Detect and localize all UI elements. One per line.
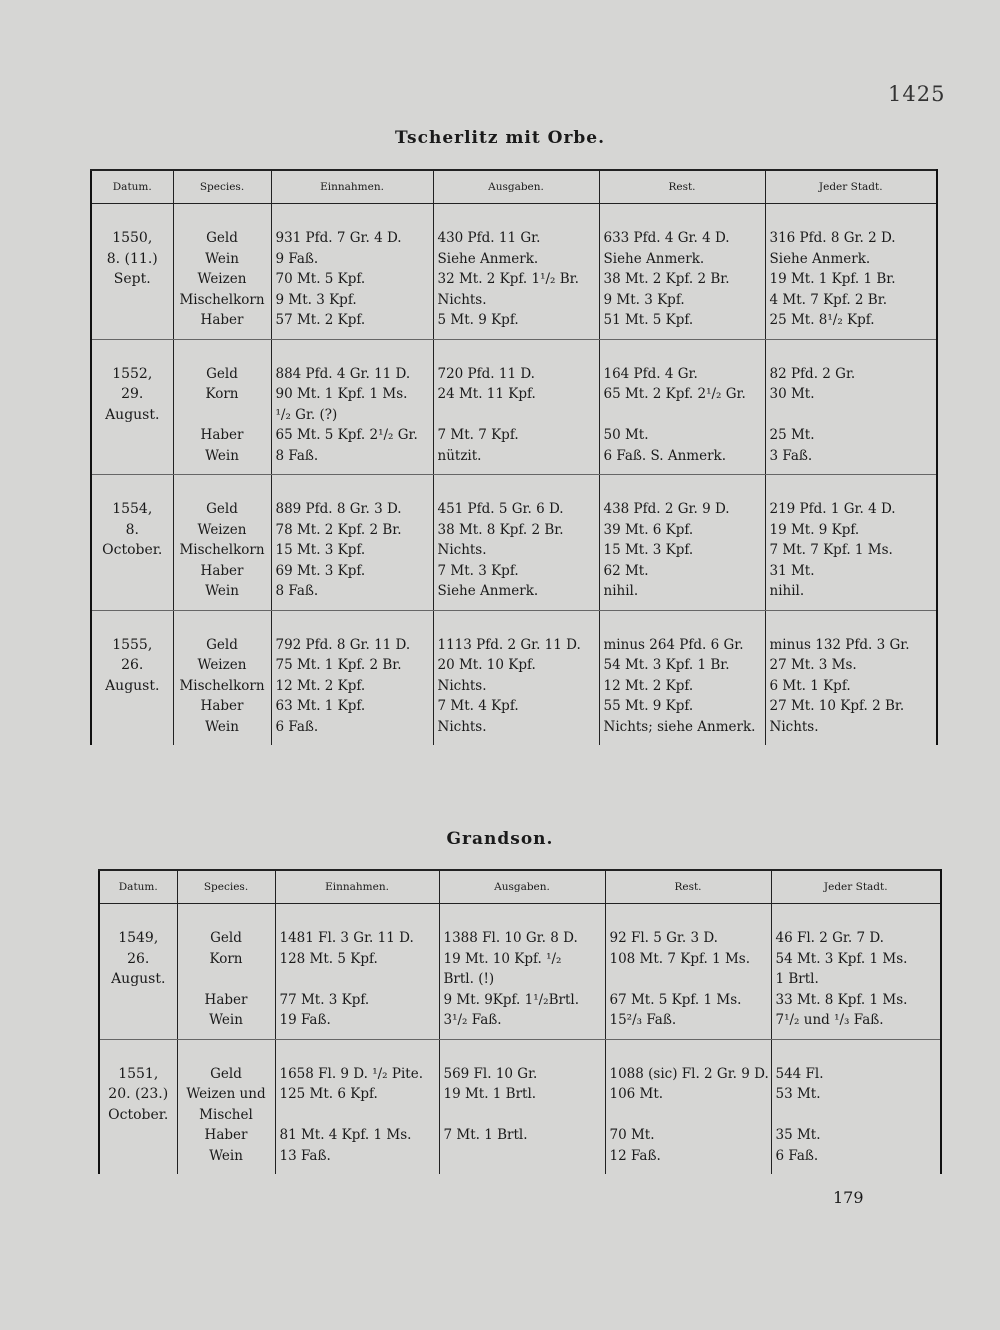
cell-line (776, 1105, 937, 1126)
ledger-table (90, 169, 938, 745)
cell-line: 7 Mt. 3 Kpf. (437, 562, 519, 579)
ledger-table (98, 869, 942, 1174)
column-header: Jeder Stadt. (765, 170, 937, 204)
cell-line: 39 Mt. 6 Kpf. (603, 521, 694, 538)
cell-line: 27 Mt. 10 Kpf. 2 Br. (769, 698, 905, 714)
cell-line: 128 Mt. 5 Kpf. (279, 950, 378, 967)
cell-line: 54 Mt. 3 Kpf. 1 Br. (603, 657, 730, 673)
cell-line: 32 Mt. 2 Kpf. 1¹/₂ Br. (437, 271, 579, 287)
cell-line: 57 Mt. 2 Kpf. (275, 312, 366, 328)
cell-line: nihil. (603, 583, 639, 599)
cell-line: 438 Pfd. 2 Gr. 9 D. (603, 501, 730, 517)
cell-line: Haber (200, 427, 244, 443)
cell-line: 1 Brtl. (775, 971, 819, 987)
cell-line: 35 Mt. (775, 1127, 821, 1143)
cell-ausgaben (433, 339, 599, 475)
cell-line: 12 Faß. (609, 1147, 661, 1164)
cell-line: 1113 Pfd. 2 Gr. 11 D. (437, 636, 581, 653)
cell-line: 15 Mt. 3 Kpf. (603, 542, 694, 558)
cell-line: Nichts. (437, 718, 487, 735)
cell-ausgaben (439, 904, 605, 1040)
cell-rest (605, 1039, 771, 1174)
cell-species (177, 904, 275, 1040)
cell-line: 1549, (118, 930, 159, 946)
cell-datum (91, 339, 173, 475)
cell-jeder (765, 204, 937, 340)
cell-line (770, 405, 933, 426)
cell-line: 13 Faß. (279, 1147, 331, 1164)
table-row (91, 610, 937, 745)
cell-line: Mischelkorn (179, 677, 265, 694)
cell-line: 106 Mt. (609, 1086, 664, 1102)
cell-einnahmen (271, 339, 433, 475)
cell-line: 316 Pfd. 8 Gr. 2 D. (769, 230, 896, 246)
cell-line: 27 Mt. 3 Ms. (769, 657, 857, 673)
cell-line: 30 Mt. (769, 386, 815, 402)
cell-line: 78 Mt. 2 Kpf. 2 Br. (275, 521, 402, 538)
cell-line: Wein (209, 1147, 243, 1164)
cell-line: ¹/₂ Gr. (?) (275, 406, 338, 423)
cell-line: 451 Pfd. 5 Gr. 6 D. (437, 501, 564, 517)
cell-line (610, 1105, 767, 1126)
cell-line: 26. (121, 657, 144, 673)
cell-line: Nichts. (437, 291, 487, 308)
cell-line: 7 Mt. 1 Brtl. (443, 1127, 528, 1143)
cell-line: Mischel (199, 1106, 253, 1123)
cell-line: 92 Fl. 5 Gr. 3 D. (609, 930, 718, 946)
cell-line: Sept. (113, 271, 151, 287)
cell-line: 50 Mt. (603, 427, 649, 443)
cell-line: minus 264 Pfd. 6 Gr. (603, 636, 744, 653)
cell-datum (99, 904, 177, 1040)
cell-line: 51 Mt. 5 Kpf. (603, 312, 694, 328)
cell-line: Haber (200, 562, 244, 579)
column-header: Datum. (99, 870, 177, 904)
cell-rest (599, 610, 765, 745)
cell-line: Mischelkorn (179, 291, 265, 308)
cell-jeder (771, 1039, 941, 1174)
cell-line: Siehe Anmerk. (603, 250, 705, 267)
cell-line: 70 Mt. 5 Kpf. (275, 271, 366, 287)
cell-line: Weizen (197, 521, 247, 538)
cell-species (173, 610, 271, 745)
cell-line: 33 Mt. 8 Kpf. 1 Ms. (775, 991, 908, 1008)
cell-jeder (765, 610, 937, 745)
cell-line: Geld (206, 365, 238, 382)
cell-line: August. (105, 677, 160, 694)
cell-line: 9 Mt. 3 Kpf. (603, 291, 685, 308)
cell-line: Nichts. (437, 677, 487, 694)
column-header: Species. (173, 170, 271, 204)
cell-line: 12 Mt. 2 Kpf. (275, 677, 366, 694)
cell-line: Weizen (197, 657, 247, 673)
cell-line: 164 Pfd. 4 Gr. (603, 365, 698, 382)
cell-line: 720 Pfd. 11 D. (437, 365, 535, 382)
cell-line: 1481 Fl. 3 Gr. 11 D. (279, 930, 414, 946)
cell-line (438, 405, 595, 426)
cell-line: 1550, (112, 230, 153, 246)
cell-rest (599, 475, 765, 611)
cell-line: 75 Mt. 1 Kpf. 2 Br. (275, 657, 402, 673)
cell-line (182, 969, 271, 990)
table-row (91, 204, 937, 340)
cell-line: 38 Mt. 2 Kpf. 2 Br. (603, 271, 730, 287)
cell-line: 3¹/₂ Faß. (443, 1012, 502, 1028)
cell-einnahmen (271, 204, 433, 340)
cell-ausgaben (433, 475, 599, 611)
cell-line: 219 Pfd. 1 Gr. 4 D. (769, 501, 896, 517)
cell-line: Haber (200, 312, 244, 328)
cell-line: 19 Mt. 10 Kpf. ¹/₂ (443, 950, 562, 967)
cell-line: 792 Pfd. 8 Gr. 11 D. (275, 636, 411, 653)
column-header: Ausgaben. (439, 870, 605, 904)
cell-line: Korn (209, 950, 243, 967)
cell-line: Wein (205, 718, 239, 735)
cell-line: 9 Faß. (275, 250, 319, 267)
cell-rest (605, 904, 771, 1040)
table-row (91, 475, 937, 611)
cell-line: minus 132 Pfd. 3 Gr. (769, 636, 910, 653)
cell-line: 90 Mt. 1 Kpf. 1 Ms. (275, 386, 408, 402)
cell-line: 53 Mt. (775, 1086, 821, 1102)
cell-einnahmen (275, 904, 439, 1040)
cell-line: 46 Fl. 2 Gr. 7 D. (775, 930, 884, 946)
cell-line (280, 969, 435, 990)
cell-line: Haber (204, 1127, 248, 1143)
cell-line: Haber (204, 991, 248, 1008)
column-header: Einnahmen. (275, 870, 439, 904)
cell-line: Geld (206, 501, 238, 517)
cell-datum (91, 204, 173, 340)
cell-line: 6 Faß. (775, 1147, 819, 1164)
cell-line: August. (111, 971, 166, 987)
cell-line: 569 Fl. 10 Gr. (443, 1065, 538, 1082)
cell-line: 9 Mt. 9Kpf. 1¹/₂Brtl. (443, 991, 579, 1008)
cell-line: 54 Mt. 3 Kpf. 1 Ms. (775, 950, 908, 967)
cell-rest (599, 339, 765, 475)
cell-line: Geld (206, 230, 238, 246)
cell-line: 29. (121, 386, 144, 402)
cell-line: 884 Pfd. 4 Gr. 11 D. (275, 365, 411, 382)
column-header: Species. (177, 870, 275, 904)
cell-jeder (765, 339, 937, 475)
cell-line: 1551, (118, 1065, 159, 1082)
cell-line: 7 Mt. 4 Kpf. (437, 698, 519, 714)
cell-line (610, 969, 767, 990)
cell-line: 19 Mt. 1 Brtl. (443, 1086, 537, 1102)
cell-line: 65 Mt. 2 Kpf. 2¹/₂ Gr. (603, 386, 746, 402)
cell-line: 19 Mt. 9 Kpf. (769, 521, 860, 538)
cell-species (177, 1039, 275, 1174)
cell-line: 15²/₃ Faß. (609, 1012, 677, 1028)
column-header: Rest. (599, 170, 765, 204)
cell-line (444, 1146, 601, 1167)
cell-line: Mischelkorn (179, 542, 265, 558)
cell-line: 1554, (112, 501, 153, 517)
cell-line: 81 Mt. 4 Kpf. 1 Ms. (279, 1127, 412, 1143)
cell-line: 8 Faß. (275, 583, 319, 599)
cell-line: 1658 Fl. 9 D. ¹/₂ Pite. (279, 1065, 423, 1082)
cell-line: Siehe Anmerk. (769, 250, 871, 267)
cell-line: 6 Faß. (275, 718, 319, 735)
cell-species (173, 475, 271, 611)
cell-line: Nichts; siehe Anmerk. (603, 718, 756, 735)
cell-line: 889 Pfd. 8 Gr. 3 D. (275, 501, 402, 517)
cell-line: 31 Mt. (769, 562, 815, 579)
cell-line: 82 Pfd. 2 Gr. (769, 365, 856, 382)
cell-line: 8 Faß. (275, 447, 319, 464)
cell-line: Geld (210, 930, 242, 946)
cell-line: 3 Faß. (769, 447, 813, 464)
cell-line (604, 405, 761, 426)
cell-line: 20. (23.) (108, 1086, 169, 1102)
cell-line: 1088 (sic) Fl. 2 Gr. 9 D. (609, 1065, 769, 1082)
cell-line: 8. (125, 521, 139, 538)
cell-line: Brtl. (!) (443, 971, 495, 987)
cell-line: nützit. (437, 447, 482, 464)
column-header: Rest. (605, 870, 771, 904)
cell-line (178, 405, 267, 426)
cell-line: 67 Mt. 5 Kpf. 1 Ms. (609, 991, 742, 1008)
section-title: Grandson. (446, 829, 554, 849)
cell-einnahmen (271, 475, 433, 611)
cell-line: 19 Mt. 1 Kpf. 1 Br. (769, 271, 896, 287)
cell-line: 1552, (112, 365, 153, 382)
cell-line: October. (108, 1106, 169, 1123)
cell-line: 125 Mt. 6 Kpf. (279, 1086, 378, 1102)
cell-species (173, 204, 271, 340)
column-header: Jeder Stadt. (771, 870, 941, 904)
cell-line: 62 Mt. (603, 562, 649, 579)
cell-line: 7 Mt. 7 Kpf. (437, 427, 519, 443)
cell-line: Siehe Anmerk. (437, 250, 539, 267)
column-header: Datum. (91, 170, 173, 204)
section-title: Tscherlitz mit Orbe. (394, 128, 606, 148)
cell-line: 4 Mt. 7 Kpf. 2 Br. (769, 291, 887, 308)
cell-line: 20 Mt. 10 Kpf. (437, 657, 536, 673)
cell-line: October. (102, 542, 163, 558)
cell-line: 24 Mt. 11 Kpf. (437, 386, 536, 402)
footer-page-number: 179 (833, 1188, 864, 1207)
cell-line: 7¹/₂ und ¹/₃ Faß. (775, 1012, 884, 1028)
cell-jeder (765, 475, 937, 611)
cell-line: Wein (209, 1012, 243, 1028)
cell-line: 25 Mt. (769, 427, 815, 443)
cell-jeder (771, 904, 941, 1040)
cell-line: Nichts. (769, 718, 819, 735)
cell-line: 70 Mt. (609, 1127, 655, 1143)
cell-line: 6 Mt. 1 Kpf. (769, 677, 851, 694)
cell-line: Geld (206, 636, 238, 653)
cell-line: nihil. (769, 583, 805, 599)
cell-line: August. (105, 406, 160, 423)
cell-line: 9 Mt. 3 Kpf. (275, 291, 357, 308)
cell-line: 19 Faß. (279, 1012, 331, 1028)
cell-line: Weizen (197, 271, 247, 287)
cell-line: 430 Pfd. 11 Gr. (437, 230, 541, 246)
cell-line: 25 Mt. 8¹/₂ Kpf. (769, 312, 875, 328)
cell-einnahmen (271, 610, 433, 745)
cell-line: Haber (200, 698, 244, 714)
cell-line: 7 Mt. 7 Kpf. 1 Ms. (769, 542, 893, 558)
cell-line: 63 Mt. 1 Kpf. (275, 698, 366, 714)
cell-rest (599, 204, 765, 340)
cell-line: 6 Faß. S. Anmerk. (603, 447, 726, 464)
cell-line: 12 Mt. 2 Kpf. (603, 677, 694, 694)
header-row (99, 870, 941, 904)
cell-ausgaben (433, 204, 599, 340)
cell-line: 69 Mt. 3 Kpf. (275, 562, 366, 579)
cell-ausgaben (439, 1039, 605, 1174)
cell-line: Wein (205, 250, 239, 267)
cell-line: 65 Mt. 5 Kpf. 2¹/₂ Gr. (275, 427, 418, 443)
cell-line: Geld (210, 1065, 242, 1082)
cell-line: Siehe Anmerk. (437, 583, 539, 599)
cell-datum (99, 1039, 177, 1174)
cell-datum (91, 475, 173, 611)
column-header: Einnahmen. (271, 170, 433, 204)
cell-line: 55 Mt. 9 Kpf. (603, 698, 694, 714)
cell-datum (91, 610, 173, 745)
cell-line: 1555, (112, 636, 153, 653)
cell-ausgaben (433, 610, 599, 745)
cell-line: 544 Fl. (775, 1065, 824, 1082)
cell-line (280, 1105, 435, 1126)
page-number: 1425 (888, 82, 946, 106)
column-header: Ausgaben. (433, 170, 599, 204)
cell-line: 15 Mt. 3 Kpf. (275, 542, 366, 558)
cell-line: Wein (205, 447, 239, 464)
cell-line: 1388 Fl. 10 Gr. 8 D. (443, 930, 578, 946)
cell-line: 8. (11.) (106, 250, 158, 267)
cell-einnahmen (275, 1039, 439, 1174)
cell-line: Nichts. (437, 542, 487, 558)
cell-line: 108 Mt. 7 Kpf. 1 Ms. (609, 950, 751, 967)
cell-line: 931 Pfd. 7 Gr. 4 D. (275, 230, 402, 246)
cell-line: Korn (205, 386, 239, 402)
cell-line: 77 Mt. 3 Kpf. (279, 991, 370, 1008)
cell-line: 26. (127, 950, 150, 967)
cell-species (173, 339, 271, 475)
cell-line: 5 Mt. 9 Kpf. (437, 312, 519, 328)
table-row (91, 339, 937, 475)
cell-line: Weizen und (186, 1086, 266, 1102)
table-row (99, 904, 941, 1040)
cell-line: 38 Mt. 8 Kpf. 2 Br. (437, 521, 564, 538)
cell-line (444, 1105, 601, 1126)
header-row (91, 170, 937, 204)
cell-line: 633 Pfd. 4 Gr. 4 D. (603, 230, 730, 246)
table-row (99, 1039, 941, 1174)
cell-line: Wein (205, 583, 239, 599)
